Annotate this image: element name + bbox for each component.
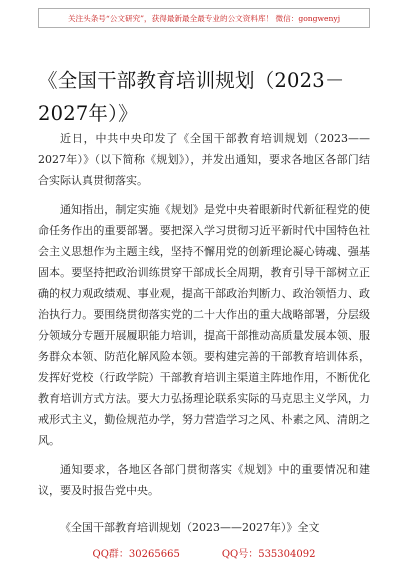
qq-group: QQ群：30265665 <box>92 549 180 560</box>
promo-banner: 关注头条号“公文研究”，获得最新最全最专业的公文资料库！ 微信：gongwenyj <box>38 8 370 28</box>
paragraph: 通知指出，制定实施《规划》是党中央着眼新时代新征程党的使命任务作出的重要部署。要把深入学习贯彻习近平新时代中国特色社会主义思想作为主题主线，坚持不懈用党的创新理论凝心铸魂、强基固本。要坚持把政治训练贯穿干部成长全周期，教育引导干部树立正确的权力观政绩观、事业观，提高干部政治判断力、政治领悟力、政治执行力。要围绕贯彻落实党的二十大作出的重大战略部署，分层级分领域分专题开展履职能力培训，提高干部推动高质量发展本领、服务群众本领、防范化解风险本领。要构建完善的干部教育培训体系，发挥好党校（行政学院）干部教育培训主渠道主阵地作用，不断优化教育培训方式方法。要大力弘扬理论联系实际的马克思主义学风，力戒形式主义，勤俭规范办学，努力营造学习之风、朴素之风、清朗之风。 <box>38 203 370 447</box>
paragraph: 近日，中共中央印发了《全国干部教育培训规划（2023——2027年）》（以下简称《规划》），并发出通知，要求各地区各部门结合实际认真贯彻落实。 <box>38 132 370 187</box>
contact-row <box>0 545 408 560</box>
fulltext-heading: 《全国干部教育培训规划（2023——2027年）》全文 <box>60 521 320 534</box>
paragraph: 通知要求，各地区各部门贯彻落实《规划》中的重要情况和建议，要及时报告党中央。 <box>38 463 370 497</box>
document-title: 《全国干部教育培训规划（2023－2027年）》 <box>38 69 345 125</box>
document-body <box>38 128 370 509</box>
qq-number: QQ号：535304092 <box>221 549 316 560</box>
